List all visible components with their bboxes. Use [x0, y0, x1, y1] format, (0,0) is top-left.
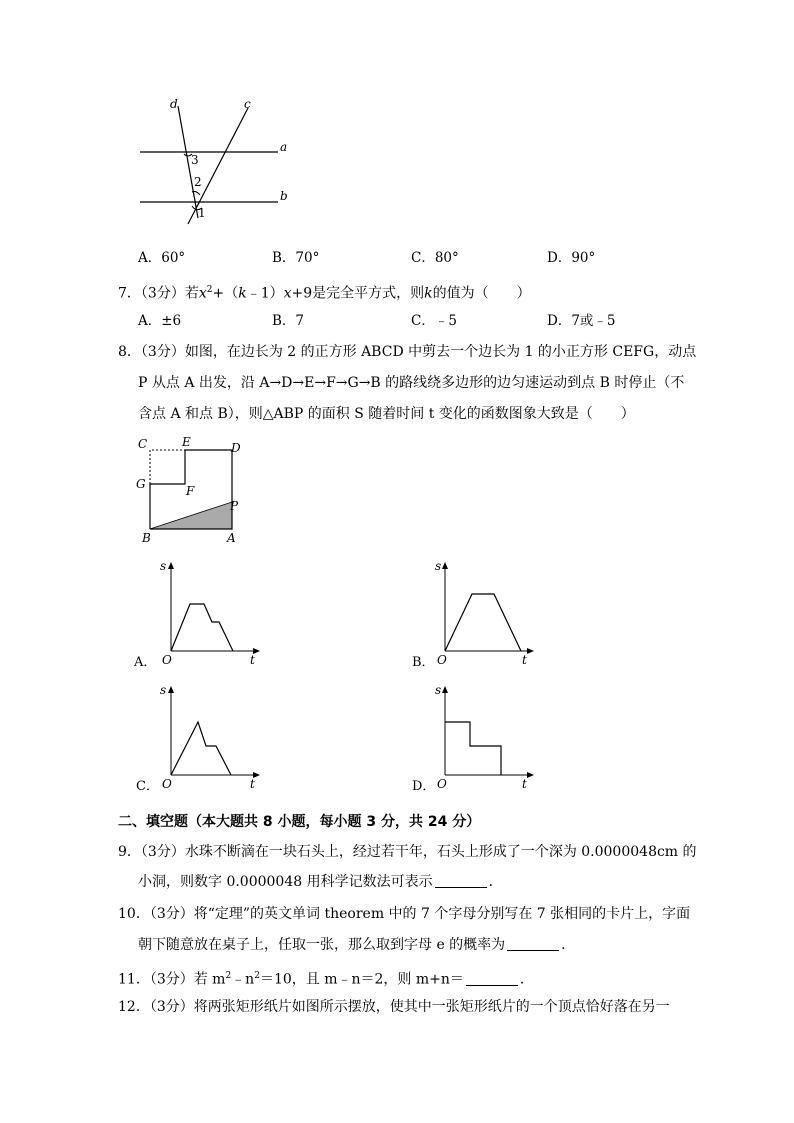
graph-b-x-arrow	[527, 648, 534, 654]
q7-option-a: A．±6	[138, 313, 182, 329]
label-B: B	[142, 531, 151, 544]
graph-c-curve	[171, 722, 231, 775]
q11-answer-blank[interactable]	[466, 971, 518, 986]
q6-option-c: C．80°	[411, 250, 459, 266]
graph-b-s: s	[435, 559, 442, 573]
label-angle2: 2	[194, 175, 202, 189]
section2-title: 二、填空题（本大题共 8 小题，每小题 3 分，共 24 分）	[118, 814, 481, 830]
q12-line1: 12．（3分）将两张矩形纸片如图所示摆放，使其中一张矩形纸片的一个顶点恰好落在另一	[118, 999, 670, 1015]
graph-c-letter: C．	[136, 779, 159, 794]
graph-d-letter: D．	[412, 779, 436, 794]
graph-b-o: O	[437, 653, 447, 667]
label-b: b	[280, 189, 288, 203]
q10-line1: 10．（3分）将“定理”的英文单词 theorem 中的 7 个字母分别写在 7 张相同的卡片上，字面	[118, 906, 691, 922]
graph-d-x-arrow	[527, 772, 534, 778]
q11-stem: 11．（3分）若 $m^2﹣n^2=10$，且 m﹣n＝2，则 m+n＝ ．	[118, 971, 534, 988]
label-a: a	[280, 140, 288, 154]
graph-c-t: t	[250, 777, 255, 791]
q10-answer-blank[interactable]	[507, 936, 559, 951]
graph-a-y-arrow	[168, 562, 174, 569]
label-G: G	[136, 477, 146, 491]
q10-line2: 朝下随意放在桌子上，任取一张，那么取到字母 e 的概率为 ．	[138, 937, 576, 953]
graph-a-curve	[171, 604, 233, 651]
q7-option-b: B．7	[272, 313, 305, 329]
cut-square-dashed	[150, 450, 185, 484]
graph-b-y-arrow	[442, 562, 448, 569]
q6-option-d: D．90°	[547, 250, 596, 266]
q8-line1: 8．（3分）如图，在边长为 2 的正方形 ABCD 中剪去一个边长为 1 的小正方形 CEFG，动点	[118, 344, 697, 360]
graph-d-curve	[445, 722, 501, 775]
label-P: P	[230, 499, 239, 513]
label-angle1: 1	[198, 206, 206, 220]
label-D: D	[231, 441, 241, 455]
q8-graph-b	[410, 556, 540, 671]
graph-b-curve	[445, 594, 521, 651]
label-C: C	[138, 437, 148, 451]
q7-option-c: C．﹣5	[411, 313, 457, 329]
label-F: F	[186, 484, 195, 498]
label-E: E	[182, 435, 191, 449]
graph-c-s: s	[160, 683, 167, 697]
q8-graph-c	[134, 680, 264, 795]
q8-graph-d	[410, 680, 540, 795]
label-c: c	[244, 97, 251, 111]
label-d: d	[170, 97, 178, 111]
label-A: A	[227, 531, 236, 544]
graph-d-t: t	[522, 777, 527, 791]
triangle-abp-shading	[150, 502, 232, 529]
q8-figure	[132, 432, 252, 544]
q9-line2: 小洞，则数字 0.0000048 用科学记数法可表示 ．	[138, 874, 503, 890]
graph-a-letter: A．	[134, 655, 157, 670]
graph-d-o: O	[437, 777, 447, 791]
graph-c-y-arrow	[168, 686, 174, 693]
q7-option-d: D．7或﹣5	[547, 313, 616, 329]
graph-a-o: O	[162, 653, 172, 667]
q6-figure	[130, 96, 300, 226]
graph-a-t: t	[250, 653, 255, 667]
graph-c-o: O	[162, 777, 172, 791]
q6-option-a: A．60°	[138, 250, 186, 266]
q8-line2: P 从点 A 出发，沿 A→D→E→F→G→B 的路线绕多边形的边匀速运动到点 B 时停止（不	[138, 375, 685, 391]
q8-line3: 含点 A 和点 B），则△ABP 的面积 S 随着时间 t 变化的函数图象大致是（ ）	[138, 406, 635, 422]
graph-d-s: s	[435, 683, 442, 697]
graph-a-s: s	[160, 559, 167, 573]
q8-graph-a	[134, 556, 264, 671]
q7-stem: 7．（3分）若$x^2+(k﹣1)x+9$是完全平方式，则k的值为（ ）	[118, 285, 531, 302]
graph-d-y-arrow	[442, 686, 448, 693]
q6-option-b: B．70°	[272, 250, 320, 266]
q9-answer-blank[interactable]	[435, 873, 487, 888]
label-angle3: 3	[191, 153, 199, 167]
q9-line1: 9．（3分）水珠不断滴在一块石头上，经过若干年，石头上形成了一个深为 0.0000048cm 的	[118, 844, 697, 860]
graph-b-letter: B．	[412, 655, 435, 670]
graph-b-t: t	[522, 653, 527, 667]
